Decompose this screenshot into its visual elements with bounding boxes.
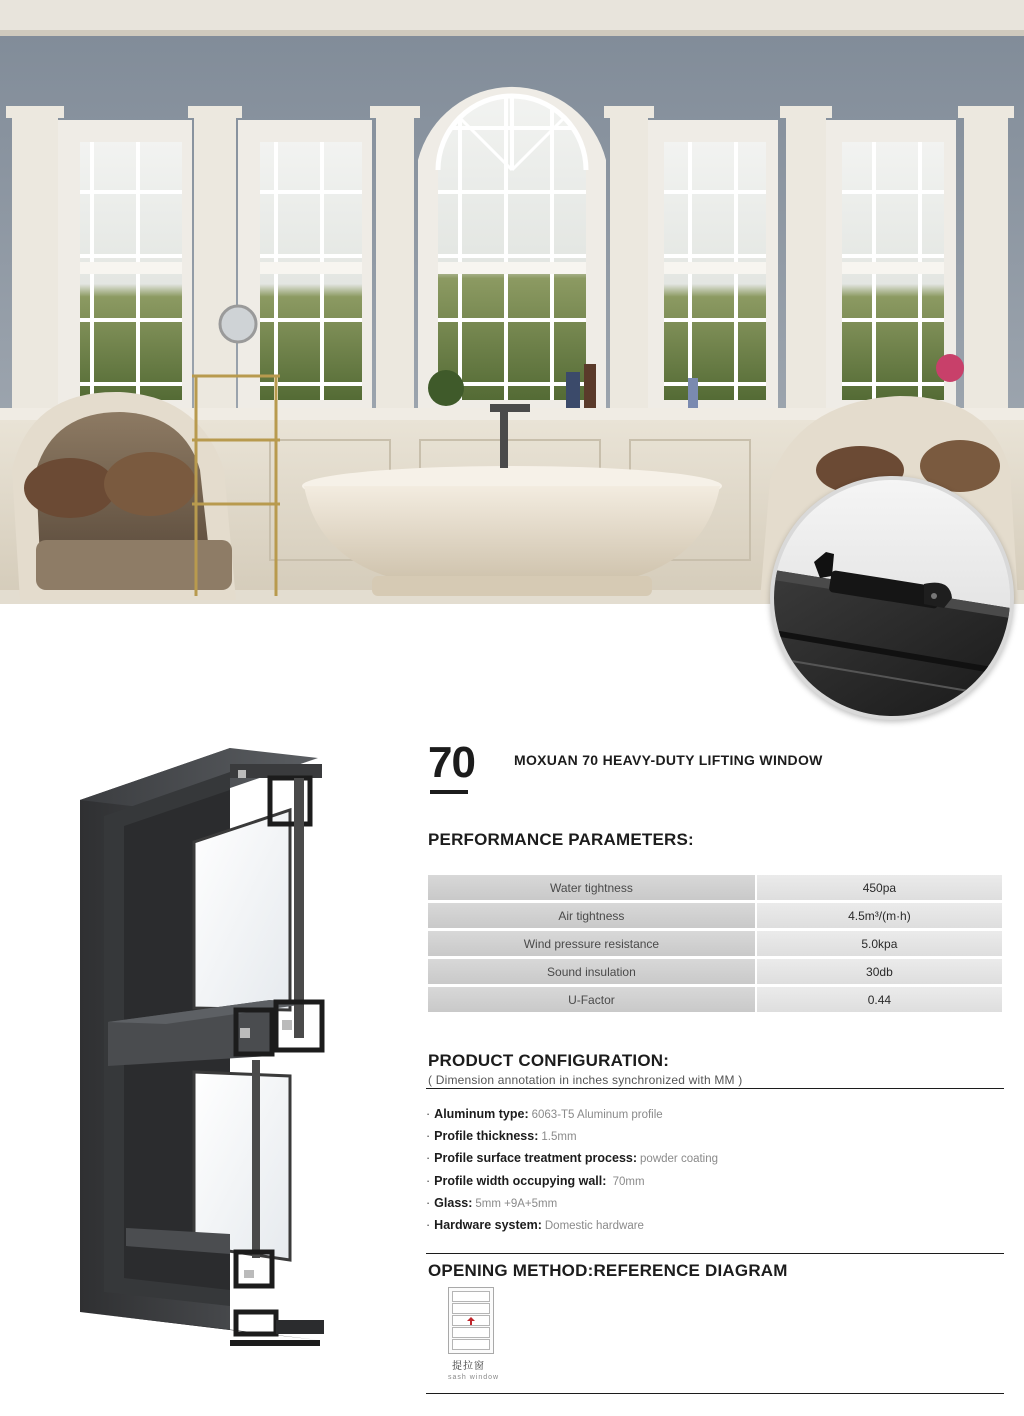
spec-key: Profile surface treatment process:	[434, 1151, 638, 1166]
sash-lock-illustration	[774, 480, 1010, 716]
arrow-up-icon	[466, 1316, 476, 1326]
spec-value: 6063-T5 Aluminum profile	[531, 1109, 663, 1121]
spec-bullet: ·	[426, 1151, 431, 1166]
spec-item	[426, 1193, 718, 1215]
opening-section-title: OPENING METHOD:REFERENCE DIAGRAM	[428, 1261, 788, 1280]
hardware-detail-closeup	[770, 476, 1014, 720]
performance-row	[428, 875, 1002, 900]
spec-value: 70mm	[609, 1175, 645, 1188]
performance-table-body	[428, 875, 1002, 1012]
performance-value: 5.0kpa	[757, 931, 1002, 956]
model-number-underline	[430, 790, 468, 794]
bottom-divider	[426, 1393, 1004, 1394]
performance-label: Air tightness	[428, 903, 755, 928]
aluminum-profile-render	[70, 740, 340, 1360]
configuration-subtitle: ( Dimension annotation in inches synchronized with MM )	[428, 1073, 743, 1087]
spec-bullet: ·	[426, 1129, 431, 1144]
diagram-pane-1	[452, 1291, 490, 1302]
diagram-pane-2	[452, 1303, 490, 1314]
window-2	[238, 120, 372, 412]
opening-divider	[426, 1253, 1004, 1254]
diagram-pane-4	[452, 1327, 490, 1338]
window-4	[644, 120, 778, 412]
spec-value: 5mm +9A+5mm	[475, 1197, 558, 1210]
spec-item	[426, 1215, 718, 1237]
performance-value: 30db	[757, 959, 1002, 984]
model-number: 70	[428, 738, 475, 787]
performance-row	[428, 931, 1002, 956]
sash-window-diagram	[448, 1287, 494, 1354]
product-title: MOXUAN 70 HEAVY-DUTY LIFTING WINDOW	[514, 752, 823, 768]
spec-key: Hardware system:	[434, 1217, 542, 1232]
spec-key: Aluminum type:	[434, 1107, 529, 1121]
performance-row	[428, 987, 1002, 1012]
diagram-label-english: sash window	[448, 1374, 500, 1381]
window-arched	[418, 87, 606, 410]
spec-value: 1.5mm	[541, 1131, 577, 1144]
performance-value: 4.5m³/(m·h)	[757, 903, 1002, 928]
spec-value: Domestic hardware	[544, 1219, 644, 1232]
performance-row	[428, 903, 1002, 928]
performance-table	[426, 872, 1004, 1015]
spec-key: Profile thickness:	[434, 1129, 539, 1144]
profile-cross-section-illustration	[70, 740, 340, 1360]
spec-item	[426, 1148, 718, 1170]
spec-bullet: ·	[426, 1173, 431, 1188]
window-5	[822, 120, 956, 412]
performance-label: U-Factor	[428, 987, 755, 1012]
spec-value: powder coating	[640, 1153, 719, 1166]
performance-value: 450pa	[757, 875, 1002, 900]
window-1	[58, 120, 192, 412]
spec-item	[426, 1126, 718, 1148]
spec-item	[426, 1104, 718, 1126]
spec-bullet: ·	[426, 1195, 431, 1210]
configuration-section-title: PRODUCT CONFIGURATION:	[428, 1051, 670, 1070]
diagram-label-chinese: 提拉窗	[452, 1361, 485, 1372]
spec-bullet: ·	[426, 1217, 431, 1232]
performance-label: Sound insulation	[428, 959, 755, 984]
performance-label: Wind pressure resistance	[428, 931, 755, 956]
performance-row	[428, 959, 1002, 984]
spec-item	[426, 1171, 718, 1193]
performance-section-title: PERFORMANCE PARAMETERS:	[428, 830, 694, 849]
performance-value: 0.44	[757, 987, 1002, 1012]
performance-label: Water tightness	[428, 875, 755, 900]
spec-key: Glass:	[434, 1195, 473, 1210]
configuration-divider	[426, 1088, 1004, 1089]
spec-key: Profile width occupying wall:	[434, 1173, 607, 1188]
spec-bullet: ·	[426, 1107, 431, 1121]
diagram-pane-5	[452, 1339, 490, 1350]
configuration-spec-list	[426, 1104, 718, 1237]
